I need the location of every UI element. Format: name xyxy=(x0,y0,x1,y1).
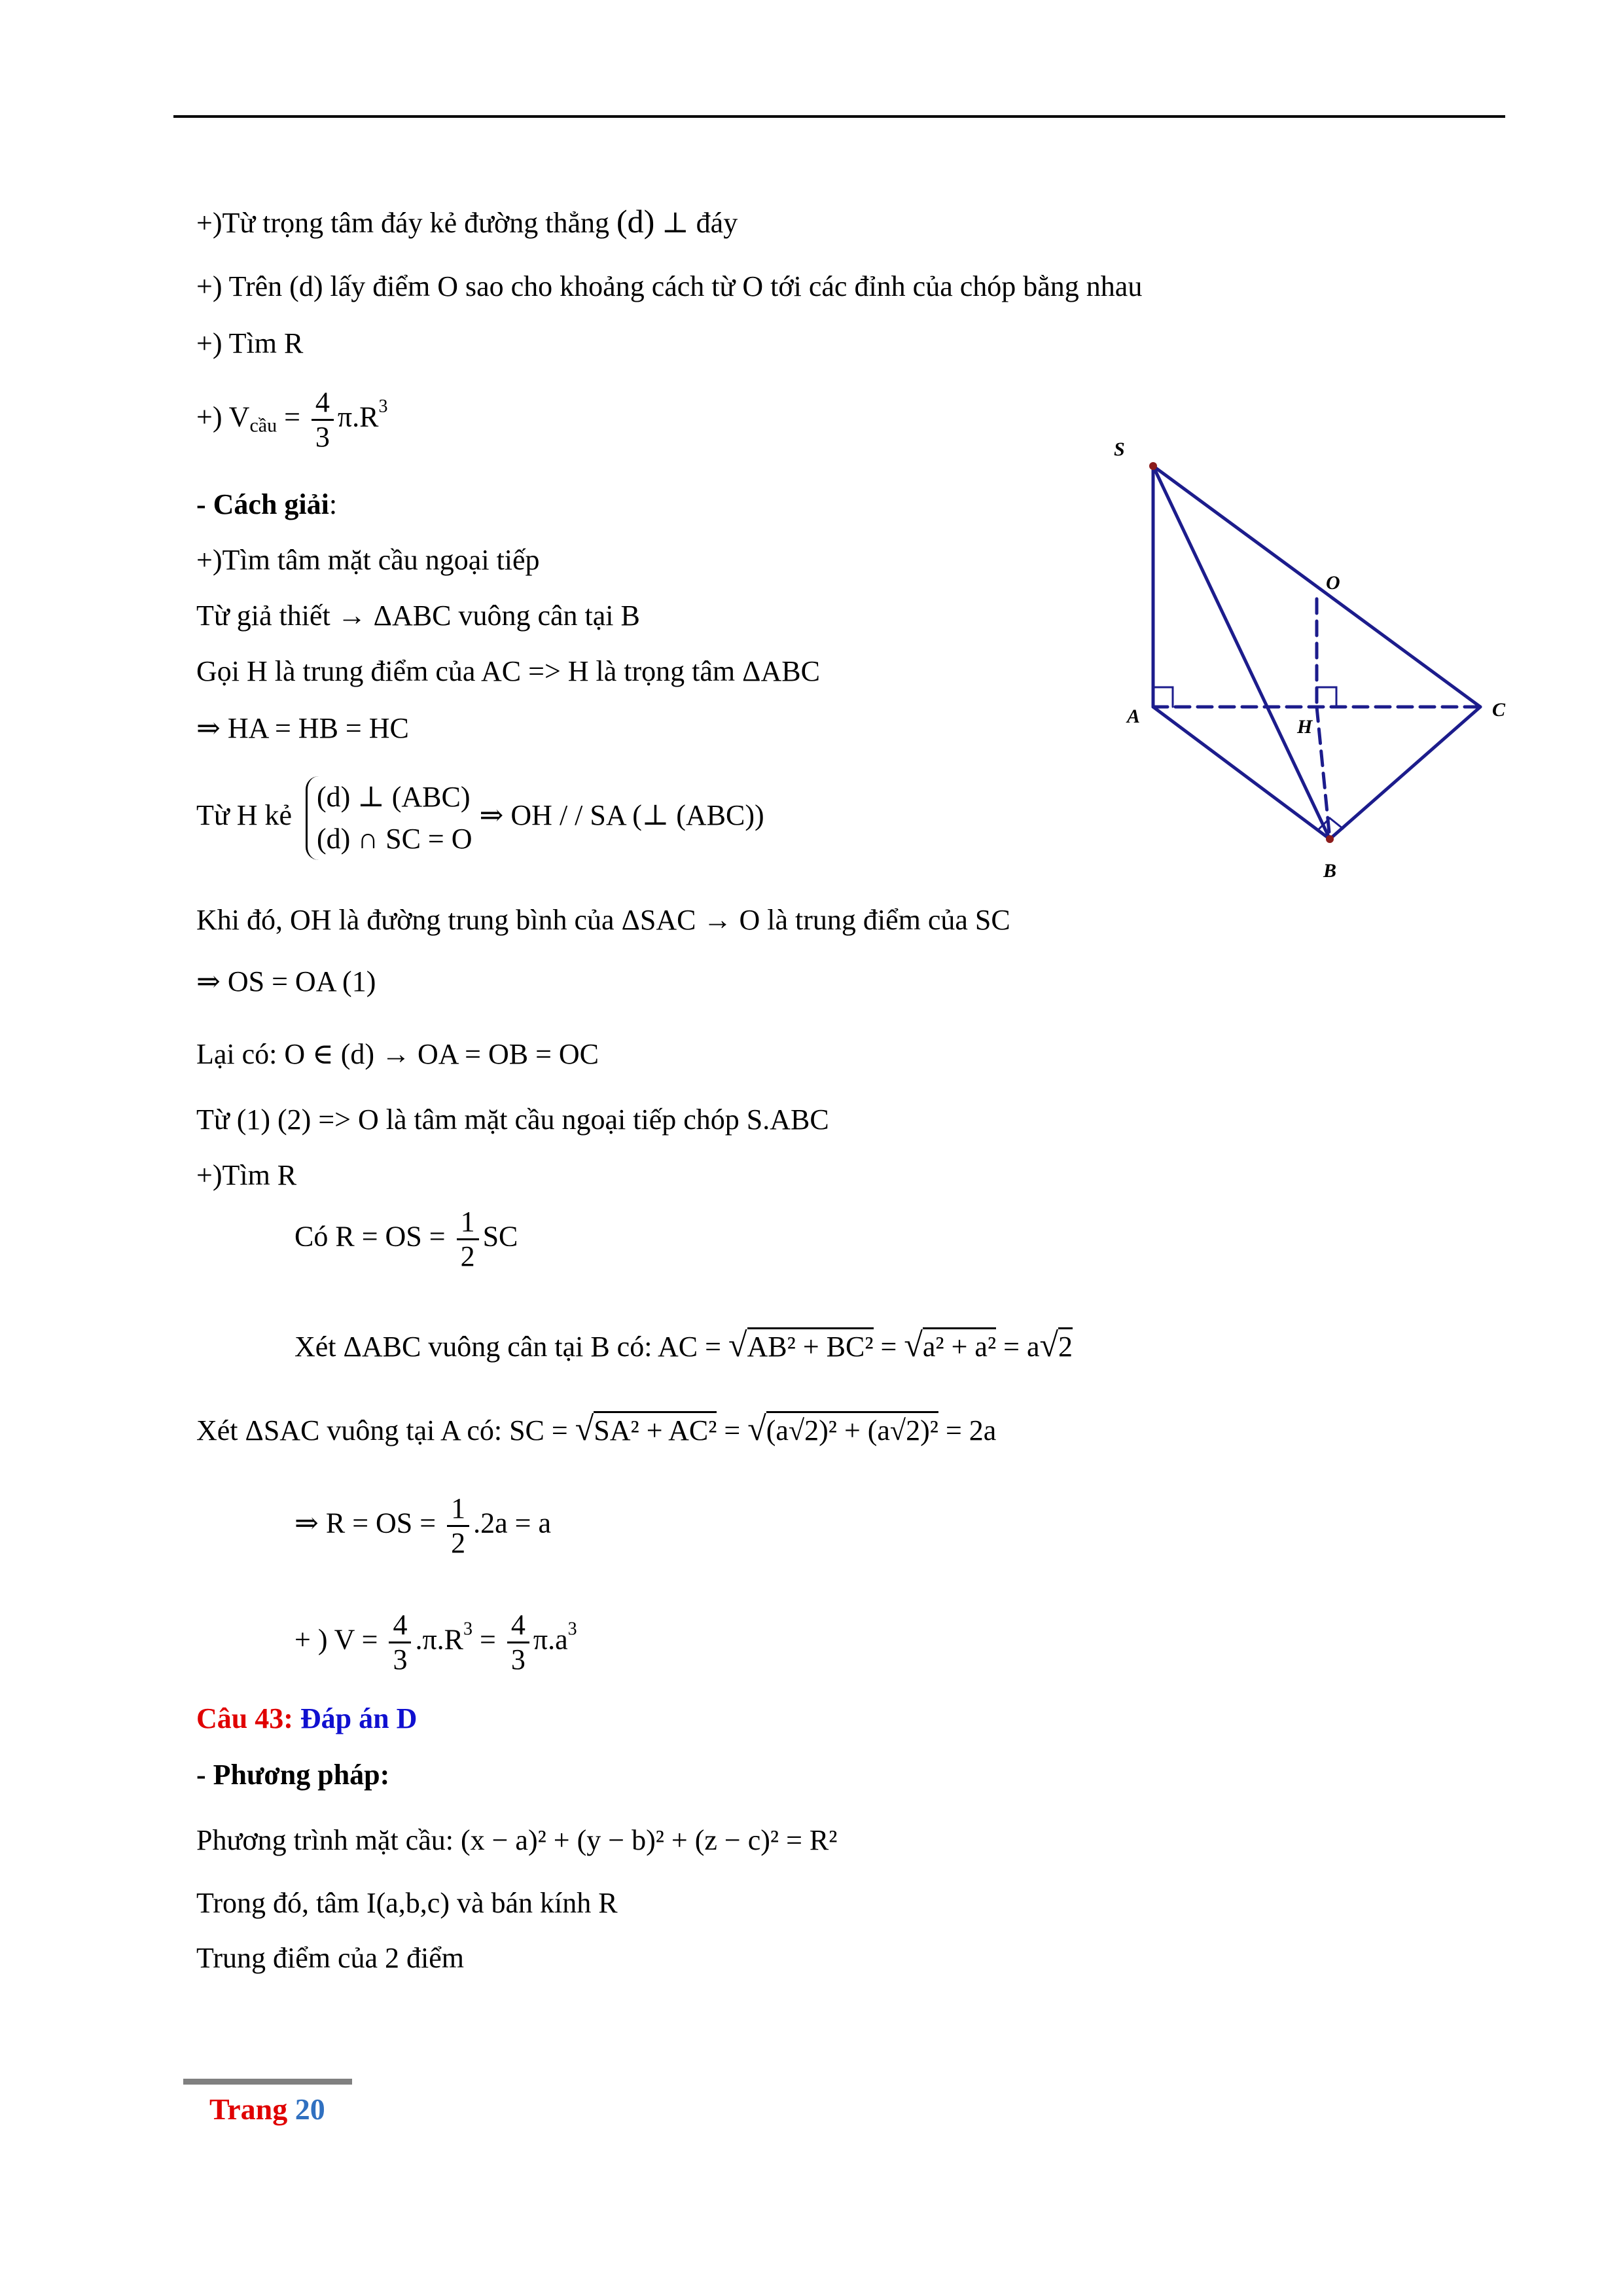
label-b: B xyxy=(1323,860,1337,882)
right-angle-a xyxy=(1153,687,1173,707)
header-rule xyxy=(173,115,1505,118)
volume-result: + ) V = $\frac{4}{3}$ $.\pi.R^3$ = $\frac{4}{3}$ $\pi.a^3$ xyxy=(294,1609,577,1676)
text-line-14: Từ (1) (2) => O là tâm mặt cầu ngoại tiếp chóp S.ABC xyxy=(196,1103,829,1136)
ac-formula: Xét ΔABC vuông cân tại B có: AC = √AB² + BC² = √a² + a² = a√2 xyxy=(294,1327,1073,1364)
text-line-25: Trung điểm của 2 điểm xyxy=(196,1942,464,1974)
text-line-2: +) Trên (d) lấy điểm O sao cho khoảng cách từ O tới các đỉnh của chóp bằng nhau xyxy=(196,270,1143,302)
text-line-8: Gọi H là trung điểm của AC => H là trọng tâm ΔABC xyxy=(196,655,820,687)
brace-system: (d) ⊥ (ABC) (d) ∩ SC = O xyxy=(306,776,473,860)
text-line-12: ⇒ OS = OA (1) xyxy=(196,965,376,997)
label-h: H xyxy=(1297,716,1313,738)
sphere-equation: Phương trình mặt cầu: (x − a)² + (y − b)² + (z − c)² = R² xyxy=(196,1824,838,1856)
right-angle-h xyxy=(1317,687,1336,707)
fraction: $\frac{4}{3}$ xyxy=(312,386,334,454)
label-o: O xyxy=(1326,572,1340,594)
fraction: $\frac{4}{3}$ xyxy=(507,1609,529,1676)
system-equation: Từ H kẻ (d) ⊥ (ABC) (d) ∩ SC = O ⇒ OH / / SA (⊥ (ABC)) xyxy=(196,776,764,860)
text-line-15: +)Tìm R xyxy=(196,1159,297,1191)
question-43-heading: Câu 43: Đáp án D xyxy=(196,1702,418,1734)
volume-formula: +) $V_{cầu}$ = $\frac{4}{3}$ $\pi.R^3$ xyxy=(196,386,388,453)
pyramid-figure xyxy=(1099,425,1518,897)
text-line-9: ⇒ HA = HB = HC xyxy=(196,712,409,744)
radius-formula: Có R = OS = $\frac{1}{2}$ SC xyxy=(294,1206,518,1272)
footer-bar xyxy=(183,2079,352,2085)
text-line-6: +)Tìm tâm mặt cầu ngoại tiếp xyxy=(196,544,540,576)
radius-result: ⇒ R = OS = $\frac{1}{2}$ .2a = a xyxy=(294,1492,551,1559)
text-line-24: Trong đó, tâm I(a,b,c) và bán kính R xyxy=(196,1887,618,1919)
edge-bc xyxy=(1330,707,1480,839)
text-line-3: +) Tìm R xyxy=(196,327,304,359)
label-s: S xyxy=(1114,439,1125,460)
label-a: A xyxy=(1127,706,1141,727)
edge-sb xyxy=(1153,466,1330,839)
section-heading-method: - Phương pháp: xyxy=(196,1759,390,1791)
label-c: C xyxy=(1492,699,1506,721)
section-heading-solution: - Cách giải: xyxy=(196,488,338,520)
text-line-11: Khi đó, OH là đường trung bình của ΔSAC → O là trung điểm của SC xyxy=(196,904,1010,936)
fraction: $\frac{4}{3}$ xyxy=(389,1609,411,1676)
text-line-13: Lại có: O ∈ (d) → OA = OB = OC xyxy=(196,1038,599,1070)
sc-formula: Xét ΔSAC vuông tại A có: SC = √SA² + AC² = √(a√2)² + (a√2)² = 2a xyxy=(196,1410,997,1448)
text-line-1: +)Từ trọng tâm đáy kẻ đường thẳng (d) ⊥ đáy xyxy=(196,203,738,240)
fraction: $\frac{1}{2}$ xyxy=(457,1206,479,1273)
text-line-7: Từ giả thiết → ΔABC vuông cân tại B xyxy=(196,600,640,632)
fraction: $\frac{1}{2}$ xyxy=(447,1492,469,1560)
page-footer: Trang 20 xyxy=(209,2092,325,2126)
